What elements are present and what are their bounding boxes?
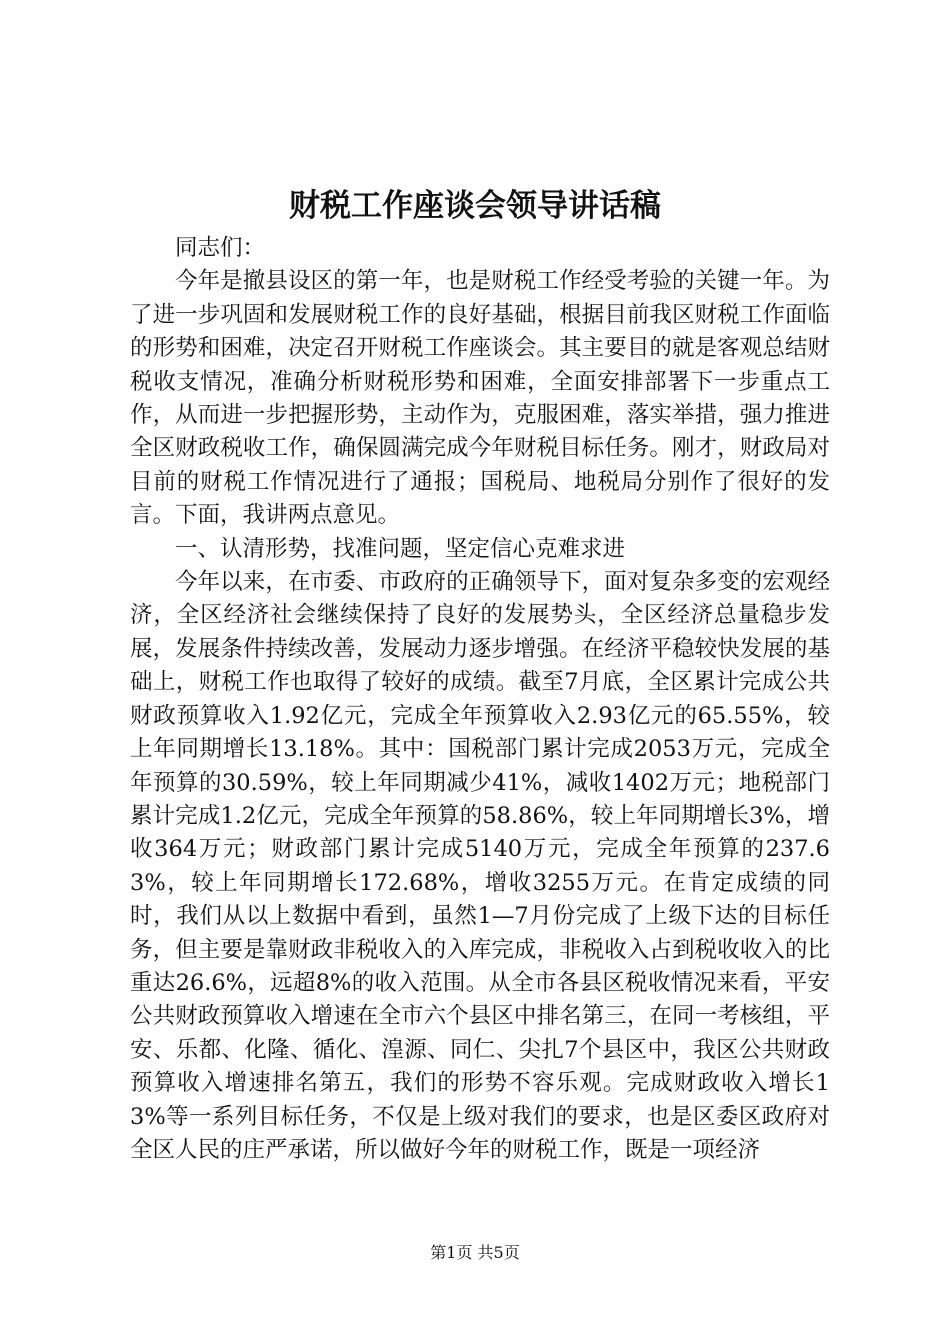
- section-heading: 一、认清形势，找准问题，坚定信心克难求进: [175, 535, 626, 562]
- intro-paragraph: 今年是撤县设区的第一年，也是财税工作经受考验的关键一年。为了进一步巩固和发展财税工作的良好基础，根据目前我区财税工作面临的形势和困难，决定召开财税工作座谈会。其主要目的就是客观总结财税收支情况，准确分析财税形势和困难，全面安排部署下一步重点工作，从而进一步把握形势，主动作为，克服困难，落实举措，强力推进全区财政税收工作，确保圆满完成今年财税目标任务。刚才，财政局对目前的财税工作情况进行了通报；国税局、地税局分别作了很好的发言。下面，我讲两点意见。: [130, 268, 830, 529]
- salutation: 同志们：: [175, 235, 266, 261]
- page-footer: 第1页 共5页: [430, 1243, 520, 1262]
- body-paragraph: 今年以来，在市委、市政府的正确领导下，面对复杂多变的宏观经济，全区经济社会继续保持了良好的发展势头，全区经济总量稳步发展，发展条件持续改善，发展动力逐步增强。在经济平稳较快发展的基础上，财税工作也取得了较好的成绩。截至7月底，全区累计完成公共财政预算收入1.92亿元，完成全年预算收入2.93亿元的65.55%，较上年同期增长13.18%。其中：国税部门累计完成2053万元，完成全年预算的30.59%，较上年同期减少41%，减收1402万元；地税部门累计完成1.2亿元，完成全年预算的58.86%，较上年同期增长3%，增收364万元；财政部门累计完成5140万元，完成全年预算的237.63%，较上年同期增长172.68%，增收3255万元。在肯定成绩的同时，我们从以上数据中看到，虽然1—7月份完成了上级下达的目标任务，但主要是靠财政非税收入的入库完成，非税收入占到税收收入的比重达26.6%，远超8%的收入范围。从全市各县区税收情况来看，平安公共财政预算收入增速在全市六个县区中排名第三，在同一考核组，平安、乐都、化隆、循化、湟源、同仁、尖扎7个县区中，我区公共财政预算收入增速排名第五，我们的形势不容乐观。完成财政收入增长13%等一系列目标任务，不仅是上级对我们的要求，也是区委区政府对全区人民的庄严承诺，所以做好今年的财税工作，既是一项经济: [130, 569, 830, 1163]
- document-body: [130, 232, 830, 1167]
- page-title: 财税工作座谈会领导讲话稿: [289, 188, 661, 224]
